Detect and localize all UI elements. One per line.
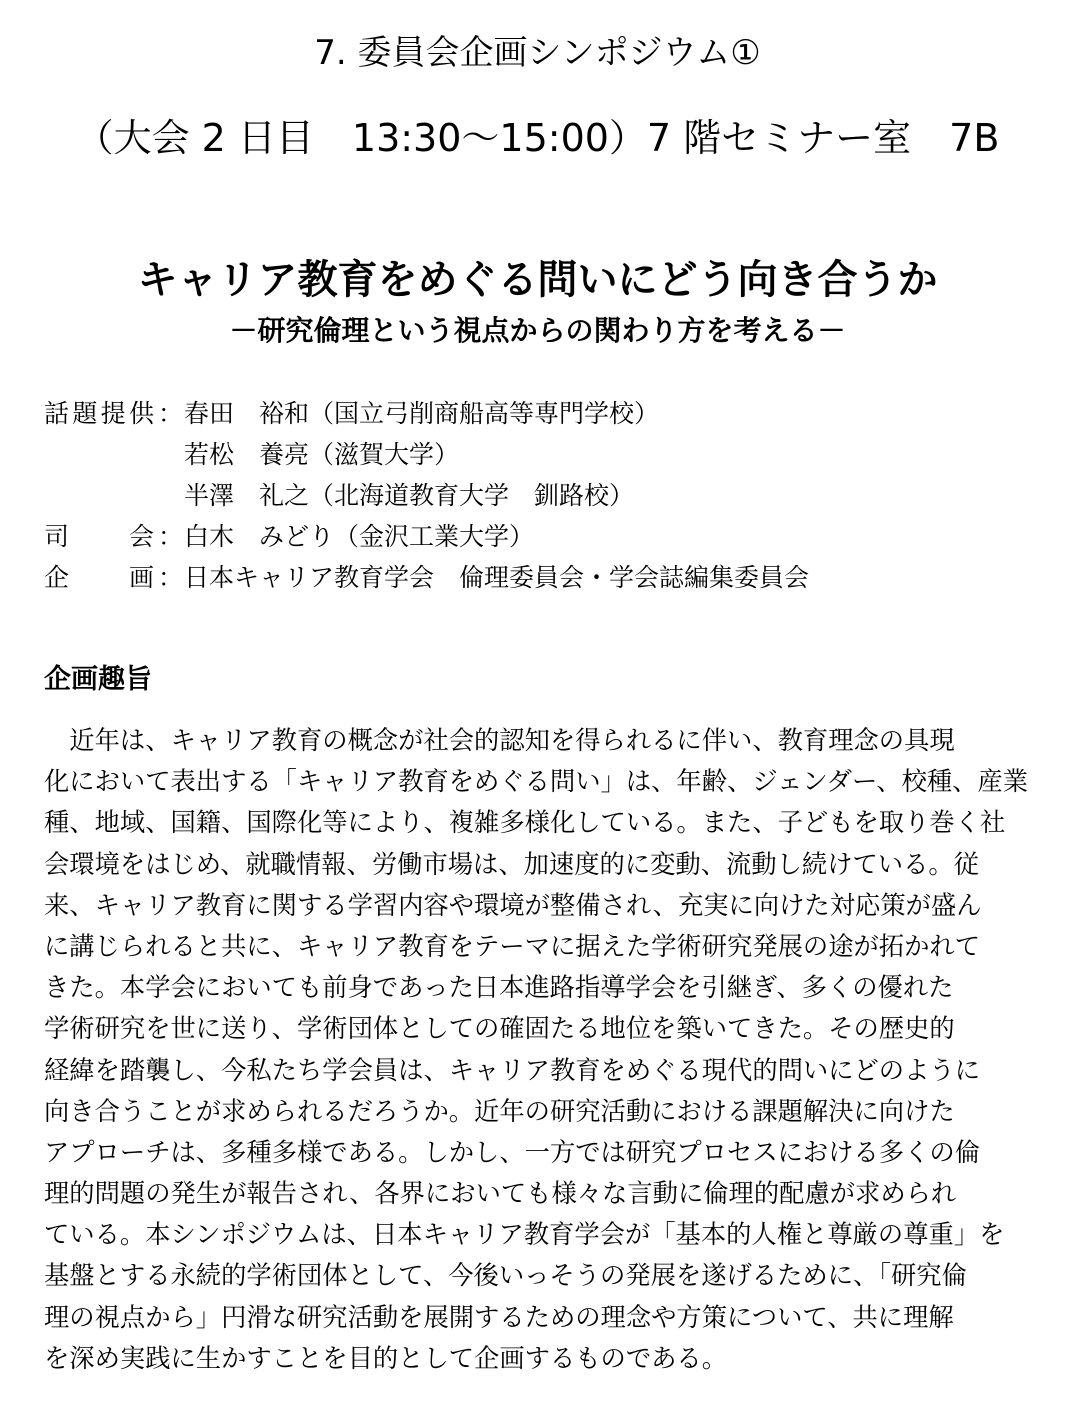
body-line: 種、地域、国籍、国際化等により、複雑多様化している。また、子どもを取り巻く社	[44, 808, 1006, 838]
session-time: （大会 2 日目 13:30～15:00）7 階セミナー室 7B	[75, 116, 1000, 160]
body-line: に講じられると共に、キャリア教育をテーマに据えた学術研究発展の途が拓かれて	[44, 931, 980, 961]
speaker-3: 半澤 礼之（北海道教育大学 釧路校）	[184, 481, 635, 510]
body-line: ている。本シンポジウムは、日本キャリア教育学会が「基本的人権と尊厳の尊重」を	[44, 1220, 1005, 1250]
organizer-name: 日本キャリア教育学会 倫理委員会・学会誌編集委員会	[184, 563, 810, 592]
body-line: 理の視点から」円滑な研究活動を展開するための理念や方策について、共に理解	[44, 1302, 954, 1332]
body-line: アプローチは、多種多様である。しかし、一方では研究プロセスにおける多くの倫	[44, 1137, 980, 1167]
body-line: 理的問題の発生が報告され、各界においても様々な言動に倫理的配慮が求められ	[44, 1179, 957, 1209]
body-line: 基盤とする永続的学術団体として、今後いっそうの発展を遂げるために、「研究倫	[44, 1261, 967, 1291]
moderator-name: 白木 みどり（金沢工業大学）	[184, 522, 535, 551]
speakers-label: 話題提供	[44, 399, 154, 428]
body-line: 向き合うことが求められるだろうか。近年の研究活動における課題解決に向けた	[44, 1096, 955, 1126]
body-line: 経緯を踏襲し、今私たち学会員は、キャリア教育をめぐる現代的問いにどのように	[44, 1055, 980, 1085]
body-line: きた。本学会においても前身であった日本進路指導学会を引継ぎ、多くの優れた	[44, 973, 954, 1003]
body-text	[44, 720, 1034, 1379]
main-title: キャリア教育をめぐる問いにどう向き合うか	[137, 257, 938, 303]
body-line: 学術研究を世に送り、学術団体としての確固たる地位を築いてきた。その歴史的	[44, 1014, 955, 1044]
body-line: 来、キャリア教育に関する学習内容や環境が整備され、充実に向けた対応策が盛ん	[44, 890, 982, 920]
organizer-colon: ：	[158, 563, 184, 592]
speakers-colon: ：	[158, 399, 184, 428]
moderator-label: 司 会	[44, 522, 154, 551]
body-line: を深め実践に生かすことを目的として企画するものである。	[44, 1343, 728, 1373]
body-line: 化において表出する「キャリア教育をめぐる問い」は、年齢、ジェンダー、校種、産業	[44, 767, 1029, 797]
sub-title: －研究倫理という視点からの関わり方を考える－	[229, 314, 846, 347]
body-line: 会環境をはじめ、就職情報、労働市場は、加速度的に変動、流動し続けている。従	[44, 849, 979, 879]
speaker-1: 春田 裕和（国立弓削商船高等専門学校）	[184, 399, 660, 428]
body-line: 近年は、キャリア教育の概念が社会的認知を得られるに伴い、教育理念の具現	[44, 726, 955, 755]
moderator-colon: ：	[158, 522, 184, 551]
organizer-label: 企 画	[44, 563, 154, 592]
session-title: 7. 委員会企画シンポジウム①	[314, 33, 761, 73]
speaker-2: 若松 養亮（滋賀大学）	[184, 440, 460, 469]
section-heading: 企画趣旨	[44, 664, 152, 695]
